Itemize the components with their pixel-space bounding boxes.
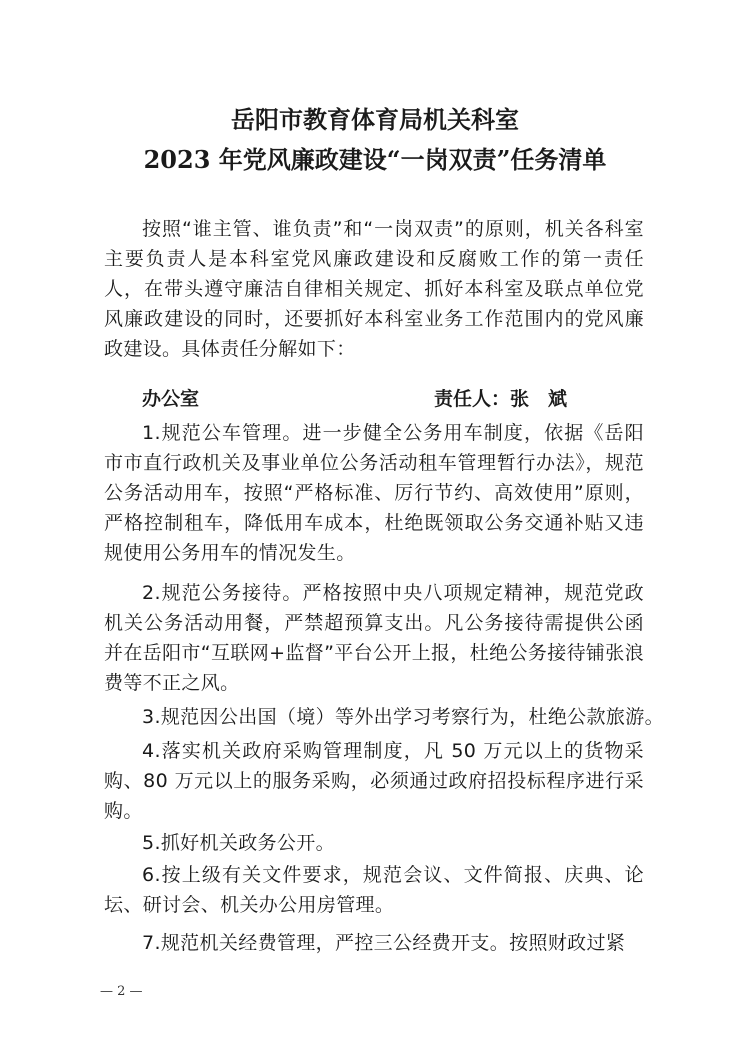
responsible-name: 张 斌 bbox=[510, 388, 568, 410]
task-item-4 bbox=[104, 736, 644, 826]
section-header-office bbox=[142, 384, 612, 414]
intro-text: 按照“谁主管、谁负责”和“一岗双责”的原则，机关各科室主要负责人是本科室党风廉政建设和反腐败工作的第一责任人，在带头遵守廉洁自律相关规定、抓好本科室及联点单位党风廉政建设的同时，还要抓好本科室业务工作范围内的党风廉政建设。具体责任分解如下： bbox=[104, 218, 644, 360]
task-item-1 bbox=[104, 418, 644, 568]
intro-paragraph bbox=[104, 214, 644, 364]
task-item-text: 2.规范公务接待。严格按照中央八项规定精神，规范党政机关公务活动用餐，严禁超预算支出。凡公务接待需提供公函并在岳阳市“互联网+监督”平台公开上报，杜绝公务接待铺张浪费等不正之风。 bbox=[104, 582, 644, 694]
page-number: — 2 — bbox=[100, 984, 143, 999]
task-item-text: 3.规范因公出国（境）等外出学习考察行为，杜绝公款旅游。 bbox=[142, 706, 664, 728]
task-item-text: 1.规范公车管理。进一步健全公务用车制度，依据《岳阳市市直行政机关及事业单位公务活动租车管理暂行办法》，规范公务活动用车，按照“严格标准、厉行节约、高效使用”原则，严格控制租车，降低用车成本，杜绝既领取公务交通补贴又违规使用公务用车的情况发生。 bbox=[104, 422, 644, 564]
task-item-7 bbox=[104, 928, 644, 958]
task-item-text: 4.落实机关政府采购管理制度，凡 50 万元以上的货物采购、80 万元以上的服务采购，必须通过政府招投标程序进行采购。 bbox=[104, 740, 644, 822]
task-item-3 bbox=[104, 702, 664, 732]
responsible-person bbox=[434, 384, 567, 414]
task-item-text: 5.抓好机关政务公开。 bbox=[142, 832, 335, 854]
task-item-text: 6.按上级有关文件要求，规范会议、文件简报、庆典、论坛、研讨会、机关办公用房管理。 bbox=[104, 864, 644, 916]
responsible-label: 责任人： bbox=[434, 388, 511, 410]
department-name: 办公室 bbox=[142, 388, 200, 410]
task-item-2 bbox=[104, 578, 644, 698]
task-item-6 bbox=[104, 860, 644, 920]
task-item-5 bbox=[104, 828, 644, 858]
task-item-text: 7.规范机关经费管理，严控三公经费开支。按照财政过紧 bbox=[142, 932, 626, 954]
document-title-line-1: 岳阳市教育体育局机关科室 bbox=[231, 105, 519, 134]
document-title-line-2: 2023 年党风廉政建设“一岗双责”任务清单 bbox=[143, 145, 607, 174]
